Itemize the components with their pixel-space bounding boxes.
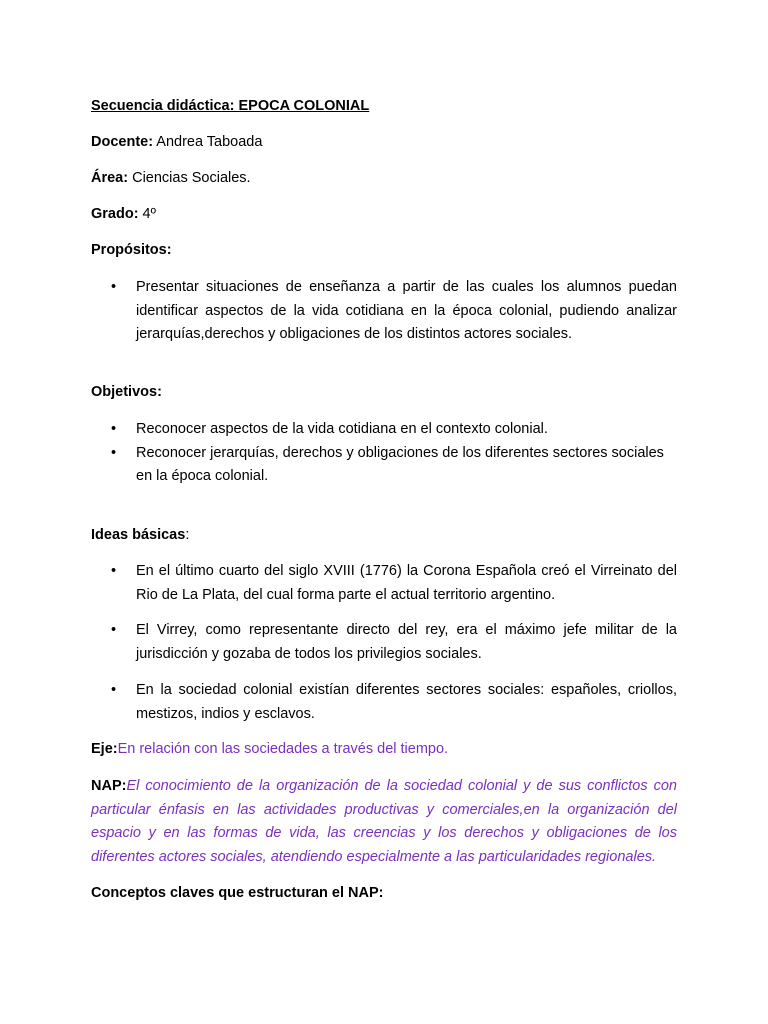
list-item: • Presentar situaciones de enseñanza a partir de las cuales los alumnos puedan identificar aspectos de la vida cotidiana en la época colonial, pudiendo analizar jerarquías,derechos y obligaciones de los distintos actores sociales. (91, 276, 677, 347)
ideas-colon: : (185, 527, 190, 543)
conceptos-heading (91, 882, 384, 906)
eje-line (91, 738, 448, 762)
docente-line (91, 131, 262, 155)
nap-label: NAP: (91, 778, 127, 794)
area-line (91, 167, 251, 191)
docente-value: Andrea Taboada (153, 134, 263, 150)
list-item: • El Virrey, como representante directo del rey, era el máximo jefe militar de la jurisdicción y gozaba de todos los privilegios sociales. (91, 619, 677, 666)
grado-value: 4º (138, 206, 156, 222)
list-item: • Reconocer jerarquías, derechos y obligaciones de los diferentes sectores sociales en la época colonial. (91, 442, 677, 489)
propositos-list (91, 276, 677, 347)
docente-label: Docente: (91, 134, 154, 150)
eje-value: En relación con las sociedades a través del tiempo. (117, 741, 449, 757)
grado-label: Grado: (91, 206, 139, 222)
nap-paragraph (91, 775, 677, 869)
area-label: Área: (91, 170, 129, 186)
objetivos-label: Objetivos: (91, 384, 162, 400)
grado-line (91, 203, 156, 227)
area-value: Ciencias Sociales. (128, 170, 251, 186)
list-item: • En el último cuarto del siglo XVIII (1776) la Corona Española creó el Virreinato del Rio de La Plata, del cual forma parte el actual territorio argentino. (91, 560, 677, 607)
ideas-list-3 (91, 679, 677, 726)
propositos-heading (91, 239, 172, 263)
list-item: • Reconocer aspectos de la vida cotidiana en el contexto colonial. (91, 418, 677, 442)
ideas-label: Ideas básicas (91, 527, 186, 543)
propositos-label: Propósitos: (91, 242, 172, 258)
objetivos-list (91, 418, 677, 489)
eje-label: Eje: (91, 741, 118, 757)
ideas-list (91, 560, 677, 607)
document-title: Secuencia didáctica: EPOCA COLONIAL (91, 98, 370, 114)
nap-value: El conocimiento de la organización de la sociedad colonial y de sus conflictos con particular énfasis en las actividades productivas y comerciales,en la organización del espacio y en las formas de vida, las creencias y los derechos y obligaciones de los diferentes actores sociales, atendiendo especialmente a las particularidades regionales. (91, 778, 677, 865)
ideas-heading (91, 524, 189, 548)
list-item: • En la sociedad colonial existían diferentes sectores sociales: españoles, criollos, mestizos, indios y esclavos. (91, 679, 677, 726)
conceptos-label: Conceptos claves que estructuran el NAP: (91, 885, 384, 901)
objetivos-heading (91, 381, 162, 405)
ideas-list-2 (91, 619, 677, 666)
